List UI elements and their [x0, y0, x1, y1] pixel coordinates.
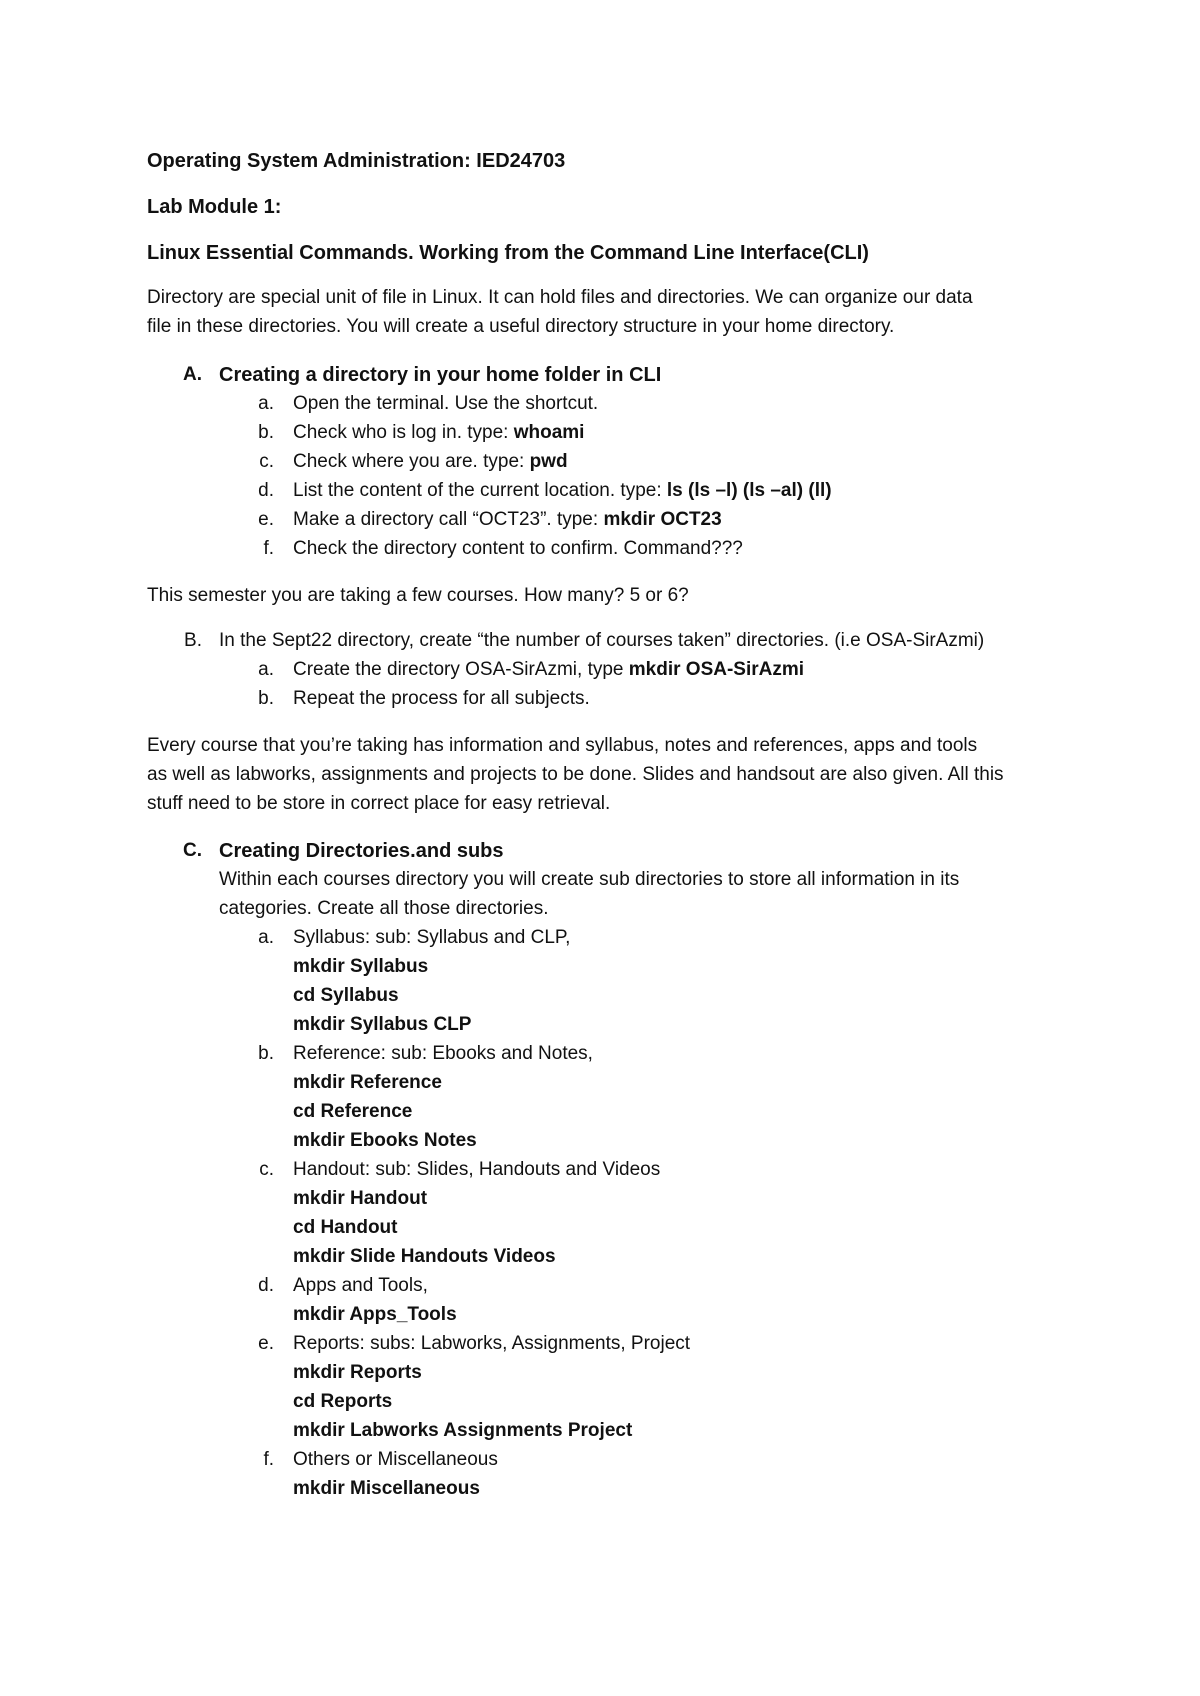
apps-tools-item: Apps and Tools,	[293, 1275, 428, 1296]
step-pwd: Check where you are. type: pwd	[293, 451, 568, 472]
command-text: mkdir OCT23	[603, 509, 722, 530]
command-text: mkdir OSA-SirAzmi	[628, 659, 805, 680]
section-c-heading: Creating Directories.and subs	[219, 840, 504, 862]
step-mkdir-oct23: Make a directory call “OCT23”. type: mkdir OCT23	[293, 509, 722, 530]
miscellaneous-item: Others or Miscellaneous	[293, 1449, 498, 1470]
step-open-terminal: Open the terminal. Use the shortcut.	[293, 393, 599, 414]
list-marker: f.	[263, 538, 274, 559]
doc-title: Operating System Administration: IED24703	[147, 150, 566, 172]
command-text: cd Handout	[293, 1217, 398, 1238]
command-text: mkdir Miscellaneous	[293, 1478, 480, 1499]
syllabus-item: Syllabus: sub: Syllabus and CLP,	[293, 927, 571, 948]
para-line-1: Every course that you’re taking has information and syllabus, notes and references, apps and tools	[147, 735, 978, 756]
semester-text: This semester you are taking a few courses. How many? 5 or 6?	[147, 585, 689, 606]
reports-item: Reports: subs: Labworks, Assignments, Project	[293, 1333, 691, 1354]
command-text: cd Syllabus	[293, 985, 399, 1006]
command-text: cd Reference	[293, 1101, 413, 1122]
list-marker: c.	[259, 451, 274, 472]
section-c-desc-2: categories. Create all those directories.	[219, 898, 549, 919]
intro-line-2: file in these directories. You will create a useful directory structure in your home directory.	[147, 316, 895, 337]
list-marker: a.	[258, 927, 274, 948]
list-marker: b.	[258, 1043, 274, 1064]
command-text: cd Reports	[293, 1391, 393, 1412]
command-text: mkdir Reports	[293, 1362, 422, 1383]
intro-line-1: Directory are special unit of file in Linux. It can hold files and directories. We can organize our data	[147, 287, 973, 308]
command-text: mkdir Labworks Assignments Project	[293, 1420, 633, 1441]
list-marker: b.	[258, 422, 274, 443]
list-marker: d.	[258, 480, 274, 501]
step-repeat: Repeat the process for all subjects.	[293, 688, 590, 709]
section-b-heading: In the Sept22 directory, create “the number of courses taken” directories. (i.e OSA-SirAzmi)	[219, 630, 985, 651]
step-ls: List the content of the current location. type: ls (ls –l) (ls –al) (ll)	[293, 480, 832, 501]
command-text: mkdir Apps_Tools	[293, 1304, 457, 1325]
step-create-course-dir: Create the directory OSA-SirAzmi, type mkdir OSA-SirAzmi	[293, 659, 805, 680]
command-text: mkdir Ebooks Notes	[293, 1130, 477, 1151]
list-marker: e.	[258, 1333, 274, 1354]
para-line-3: stuff need to be store in correct place for easy retrieval.	[147, 793, 611, 814]
command-text: mkdir Reference	[293, 1072, 442, 1093]
reference-item: Reference: sub: Ebooks and Notes,	[293, 1043, 593, 1064]
list-marker: b.	[258, 688, 274, 709]
section-a-marker: A.	[183, 364, 202, 385]
doc-subtitle: Linux Essential Commands. Working from the Command Line Interface(CLI)	[147, 242, 869, 264]
section-c-marker: C.	[183, 840, 202, 861]
command-text: mkdir Syllabus	[293, 956, 429, 977]
list-marker: a.	[258, 393, 274, 414]
command-text: pwd	[529, 451, 568, 472]
step-confirm: Check the directory content to confirm. Command???	[293, 538, 743, 559]
section-a-heading: Creating a directory in your home folder in CLI	[219, 364, 662, 386]
lab-module-label: Lab Module 1:	[147, 196, 282, 218]
list-marker: e.	[258, 509, 274, 530]
list-marker: a.	[258, 659, 274, 680]
list-marker: d.	[258, 1275, 274, 1296]
handout-item: Handout: sub: Slides, Handouts and Videos	[293, 1159, 661, 1180]
list-marker: c.	[259, 1159, 274, 1180]
command-text: ls (ls –l) (ls –al) (ll)	[666, 480, 832, 501]
command-text: whoami	[513, 422, 585, 443]
list-marker: f.	[263, 1449, 274, 1470]
command-text: mkdir Handout	[293, 1188, 428, 1209]
command-text: mkdir Syllabus CLP	[293, 1014, 472, 1035]
section-b-marker: B.	[184, 630, 202, 651]
command-text: mkdir Slide Handouts Videos	[293, 1246, 556, 1267]
step-whoami: Check who is log in. type: whoami	[293, 422, 585, 443]
section-c-desc-1: Within each courses directory you will create sub directories to store all information in its	[219, 869, 960, 890]
para-line-2: as well as labworks, assignments and projects to be done. Slides and handsout are also given. All this	[147, 764, 1004, 785]
